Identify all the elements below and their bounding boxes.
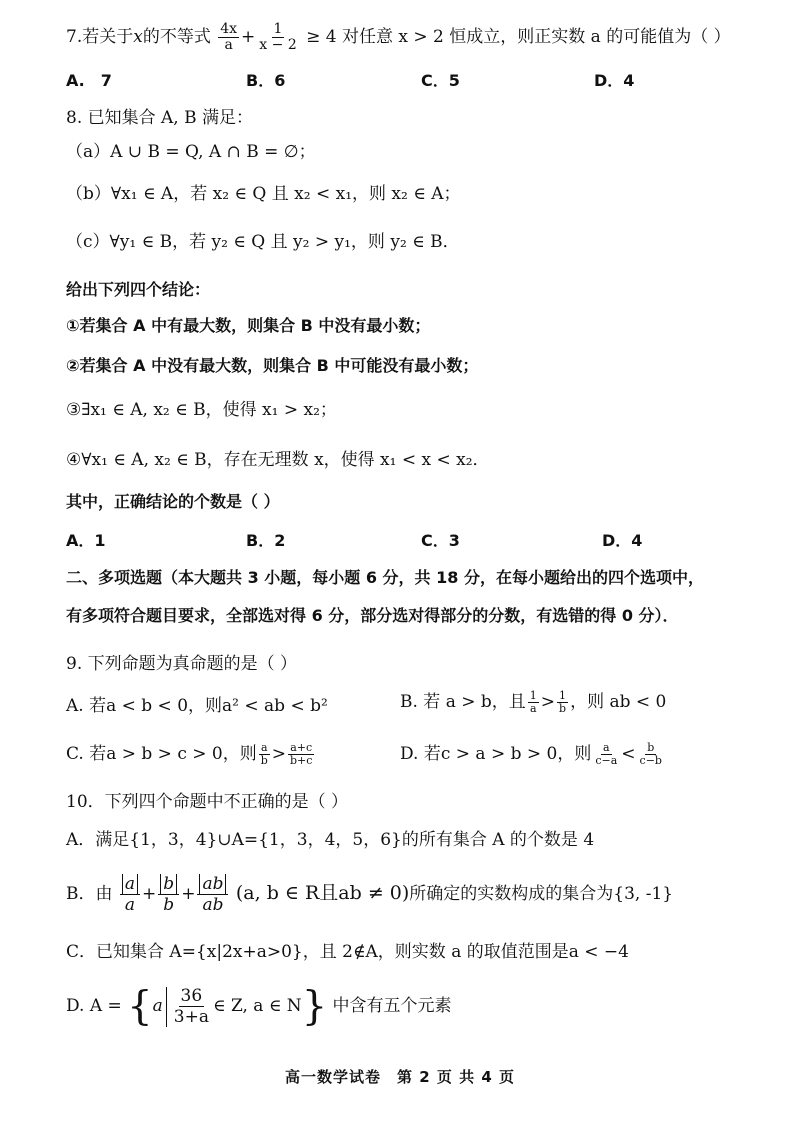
q8-option-d: D．4 xyxy=(602,531,643,550)
q9-stem: 9. 下列命题为真命题的是（ ） xyxy=(66,654,298,674)
q8-conclusion-1: ①若集合 A 中有最大数，则集合 B 中没有最小数； xyxy=(66,316,431,335)
q7-option-b: B．6 xyxy=(246,71,286,90)
q7-plus: + xyxy=(241,27,256,47)
q7-frac1: $\frac{4x}{a}$ xyxy=(220,21,238,53)
q7-option-a: A. 7 xyxy=(66,71,112,90)
q10-option-b: B．由 $\frac{a}{a}$ + $\frac{b}{b}$ + $\frac{ab}{ab}$ (a, b ∈ R且ab ≠ 0)所确定的实数构成的集合为{3, -1} xyxy=(66,874,674,915)
q7-stem xyxy=(66,22,760,53)
page-footer: 高一数学试卷 第 2 页 共 4 页 xyxy=(285,1068,515,1086)
q8-cond-b: （b）∀x₁ ∈ A，若 x₂ ∈ Q 且 x₂ < x₁，则 x₂ ∈ A； xyxy=(66,184,461,204)
q7-option-c: C．5 xyxy=(421,71,460,90)
q7-tail: ≥ 4 对任意 x > 2 恒成立，则正实数 a 的可能值为（ ） xyxy=(306,27,731,47)
q8-conclusion-4: ④∀x₁ ∈ A, x₂ ∈ B，存在无理数 x，使得 x₁ < x < x₂． xyxy=(66,450,490,470)
q9-option-b: B. 若 a > b，且 $\frac{1}{a}$ > $\frac{1}{b}$ ，则 ab < 0 xyxy=(400,689,667,715)
q8-conclusion-2: ②若集合 A 中没有最大数，则集合 B 中可能没有最小数； xyxy=(66,356,479,375)
q7-option-d: D．4 xyxy=(594,71,635,90)
q8-stem: 8. 已知集合 A, B 满足： xyxy=(66,108,254,128)
section2-line1: 二、多项选题（本大题共 3 小题，每小题 6 分，共 18 分，在每小题给出的四个选项中， xyxy=(66,568,704,587)
q7-mid: 的不等式 xyxy=(142,27,211,47)
q8-option-b: B．2 xyxy=(246,531,286,550)
q7-var: x xyxy=(133,27,143,47)
q7-lead: 7.若关于 xyxy=(66,27,134,47)
q8-intro: 给出下列四个结论： xyxy=(66,280,211,299)
q9-option-a: A. 若a < b < 0，则a² < ab < b² xyxy=(66,696,328,716)
q7-frac2: $\frac{1}{x - 2}$ xyxy=(259,21,297,53)
q10-option-d: D. A = {a $\frac{36}{3+a}$ ∈ Z, a ∈ N} 中含有五个元素 xyxy=(66,983,452,1030)
q10-option-c: C．已知集合 A={x|2x+a>0}，且 2∉A，则实数 a 的取值范围是a < −4 xyxy=(66,942,629,962)
q9-option-d: D. 若c > a > b > 0，则 $\frac{a}{c-a}$ < $\frac{b}{c-b}$ xyxy=(400,741,662,767)
q10-stem: 10．下列四个命题中不正确的是（ ） xyxy=(66,792,349,812)
q9-option-c: C. 若a > b > c > 0，则 $\frac{a}{b}$ > $\frac{a+c}{b+c}$ xyxy=(66,741,313,767)
q8-ask: 其中，正确结论的个数是（ ） xyxy=(66,492,280,511)
q10-option-a: A．满足{1，3，4}∪A={1，3，4，5，6}的所有集合 A 的个数是 4 xyxy=(66,830,595,850)
q8-cond-c: （c）∀y₁ ∈ B，若 y₂ ∈ Q 且 y₂ > y₁，则 y₂ ∈ B． xyxy=(66,232,460,252)
q8-cond-a: （a）A ∪ B = Q, A ∩ B = ∅； xyxy=(66,142,316,162)
q8-option-a: A．1 xyxy=(66,531,106,550)
q8-option-c: C．3 xyxy=(421,531,460,550)
section2-line2: 有多项符合题目要求，全部选对得 6 分，部分选对得部分的分数，有选错的得 0 分）． xyxy=(66,606,679,625)
q8-conclusion-3: ③∃x₁ ∈ A, x₂ ∈ B，使得 x₁ > x₂； xyxy=(66,400,337,420)
